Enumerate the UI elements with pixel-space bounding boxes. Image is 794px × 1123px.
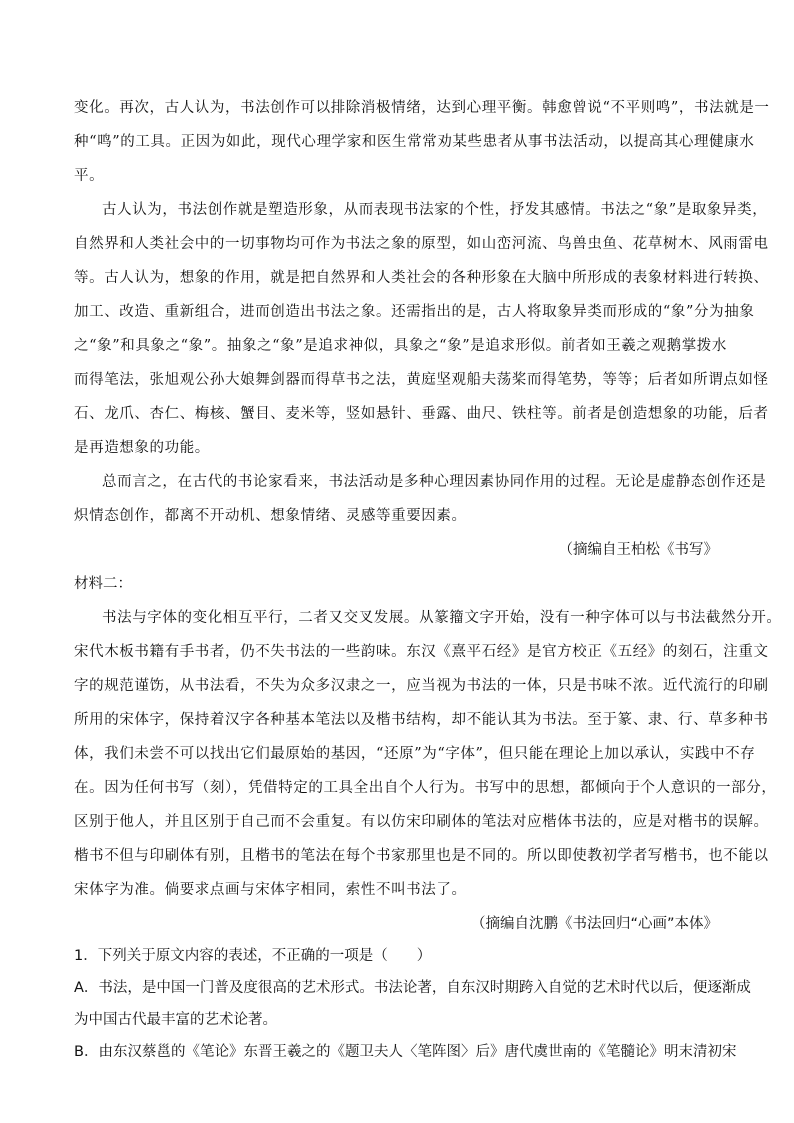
text-line: 在。因为任何书写（刻），凭借特定的工具全出自个人行为。书写中的思想，都倾向于个人意识的一部分， xyxy=(74,780,777,796)
text-line: 楷书不但与印刷体有别，且楷书的笔法在每个书家那里也是不同的。所以即使教初学者写楷书，也不能以 xyxy=(74,848,769,864)
text-line: 古人认为，书法创作就是塑造形象，从而表现书法家的个性，抒发其感情。书法之“象”是取象异类， xyxy=(102,202,768,218)
text-line: 宋代木板书籍有手书者，仍不失书法的一些韵味。东汉《熹平石经》是官方校正《五经》的刻石，注重文 xyxy=(74,644,769,660)
text-line: 等。古人认为，想象的作用，就是把自然界和人类社会的各种形象在大脑中所形成的表象材料进行转换、 xyxy=(74,270,769,286)
question-stem: 1．下列关于原文内容的表述，不正确的一项是（ ） xyxy=(74,948,432,964)
text-line: 之“象”和具象之“象”。抽象之“象”是追求神似，具象之“象”是追求形似。前者如王羲之观鹅掌拨水 xyxy=(74,338,727,354)
option-a-line: 为中国古代最丰富的艺术论著。 xyxy=(74,1012,277,1028)
text-line: 是再造想象的功能。 xyxy=(74,440,210,456)
text-line: 所用的宋体字，保持着汉字各种基本笔法以及楷书结构，却不能认其为书法。至于篆、隶、行、草多种书 xyxy=(74,712,769,728)
text-line: 体，我们未尝不可以找出它们最原始的基因，“还原”为“字体”，但只能在理论上加以承认，实践中不存 xyxy=(74,746,756,762)
text-line: 加工、改造、重新组合，进而创造出书法之象。还需指出的是，古人将取象异类而形成的“象”分为抽象 xyxy=(74,304,755,320)
source-citation: （摘编自沈鹏《书法回归“心画”本体》 xyxy=(470,916,718,932)
text-line: 字的规范谨饬，从书法看，不失为众多汉隶之一，应当视为书法的一体，只是书味不浓。近代流行的印刷 xyxy=(74,678,769,694)
text-line: 炽情态创作，都离不开动机、想象情绪、灵感等重要因素。 xyxy=(74,508,467,524)
option-a-line: A．书法，是中国一门普及度很高的艺术形式。书法论著，自东汉时期跨入自觉的艺术时代以后，便逐渐成 xyxy=(74,980,751,996)
source-citation: （摘编自王柏松《书写》 xyxy=(558,542,718,558)
text-line: 总而言之，在古代的书论家看来，书法活动是多种心理因素协同作用的过程。无论是虚静态创作还是 xyxy=(102,474,767,490)
text-line: 宋体字为准。倘要求点画与宋体字相同，索性不叫书法了。 xyxy=(74,882,467,898)
text-line: 石、龙爪、杏仁、梅核、蟹目、麦米等，竖如悬针、垂露、曲尺、铁柱等。前者是创造想象的功能，后者 xyxy=(74,406,769,422)
text-line: 变化。再次，古人认为，书法创作可以排除消极情绪，达到心理平衡。韩愈曾说“不平则鸣”，书法就是一 xyxy=(74,100,770,116)
text-line: 书法与字体的变化相互平行，二者又交叉发展。从篆籀文字开始，没有一种字体可以与书法截然分开。 xyxy=(102,610,782,626)
text-line: 自然界和人类社会中的一切事物均可作为书法之象的原型，如山峦河流、鸟兽虫鱼、花草树木、风雨雷电 xyxy=(74,236,769,252)
option-b-line: B．由东汉蔡邕的《笔论》东晋王羲之的《题卫夫人〈笔阵图〉后》唐代虞世南的《笔髓论》明末清初宋 xyxy=(74,1044,737,1060)
text-line: 区别于他人，并且区别于自己而不会重复。有以仿宋印刷体的笔法对应楷体书法的，应是对楷书的误解。 xyxy=(74,814,769,830)
text-line: 平。 xyxy=(74,168,105,184)
text-line: 而得笔法，张旭观公孙大娘舞剑器而得草书之法，黄庭坚观船夫荡桨而得笔势，等等；后者如所谓点如怪 xyxy=(74,372,769,388)
text-line: 种“鸣”的工具。正因为如此，现代心理学家和医生常常劝某些患者从事书法活动，以提高其心理健康水 xyxy=(74,134,755,150)
section-heading: 材料二： xyxy=(74,576,132,592)
